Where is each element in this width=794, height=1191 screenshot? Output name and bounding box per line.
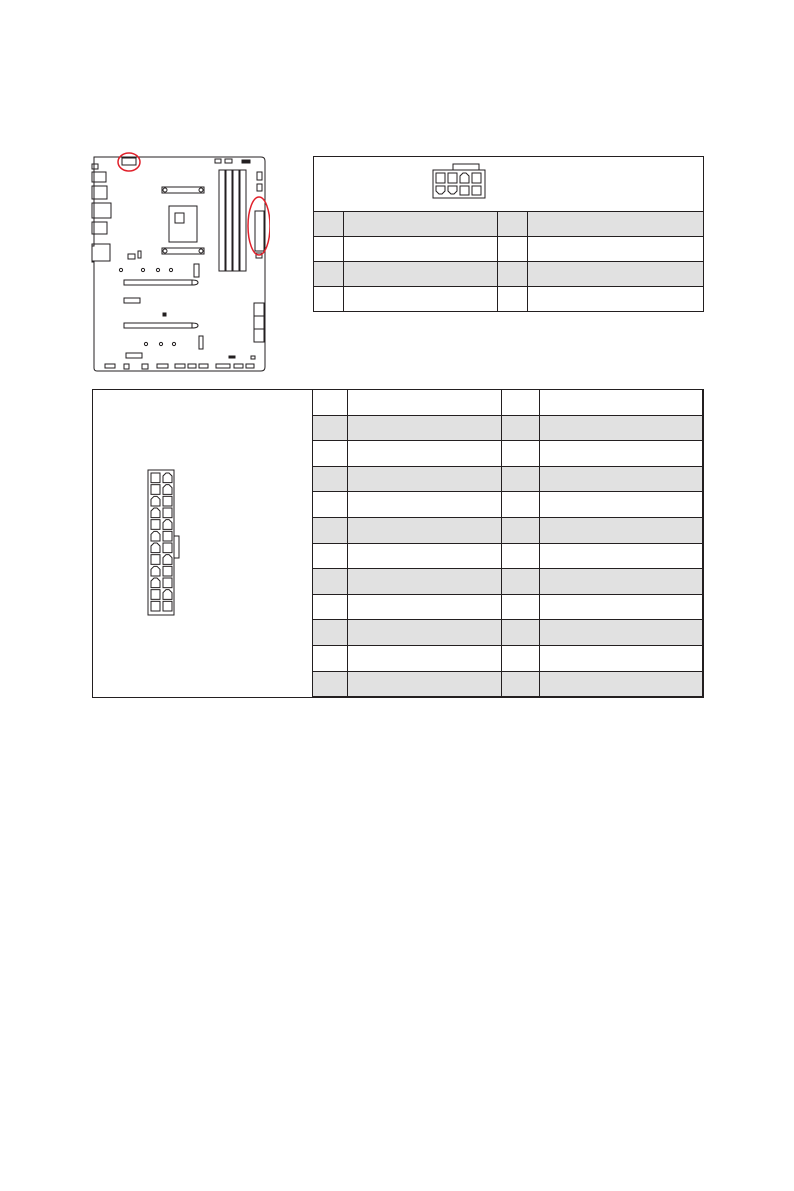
signal-name bbox=[540, 492, 703, 518]
atx-power-header bbox=[255, 211, 264, 251]
pin-number bbox=[314, 212, 344, 237]
signal-name bbox=[348, 594, 502, 620]
table-row bbox=[313, 492, 703, 518]
table-row bbox=[313, 594, 703, 620]
connector-pin bbox=[151, 473, 160, 483]
signal-name bbox=[344, 262, 498, 287]
signal-name bbox=[348, 620, 502, 646]
signal-name bbox=[528, 212, 704, 237]
signal-name bbox=[540, 466, 703, 492]
pin-number bbox=[498, 287, 528, 312]
signal-name bbox=[348, 517, 502, 543]
pin-number bbox=[314, 287, 344, 312]
table-row bbox=[313, 671, 703, 697]
pin-number bbox=[313, 569, 348, 595]
signal-name bbox=[540, 517, 703, 543]
pin-number bbox=[502, 415, 540, 441]
pin-number bbox=[498, 237, 528, 262]
signal-name bbox=[348, 466, 502, 492]
pin-number bbox=[314, 262, 344, 287]
pin-number bbox=[502, 441, 540, 467]
signal-name bbox=[528, 287, 704, 312]
signal-name bbox=[344, 237, 498, 262]
motherboard-layout-diagram bbox=[78, 150, 270, 375]
signal-name bbox=[540, 543, 703, 569]
signal-name bbox=[344, 287, 498, 312]
connector-pin bbox=[163, 520, 172, 530]
connector-pin bbox=[151, 543, 160, 553]
pin-number bbox=[498, 212, 528, 237]
table-row bbox=[313, 620, 703, 646]
signal-name bbox=[348, 645, 502, 671]
connector-pin bbox=[163, 566, 172, 576]
pin-number bbox=[313, 492, 348, 518]
pin-number bbox=[313, 671, 348, 697]
connector-pin bbox=[151, 578, 160, 588]
connector-pin bbox=[151, 508, 160, 518]
table-row bbox=[313, 569, 703, 595]
connector-pin bbox=[151, 485, 160, 495]
pin-number bbox=[502, 594, 540, 620]
pin-number bbox=[313, 594, 348, 620]
connector-pin bbox=[163, 590, 172, 600]
pin-number bbox=[502, 492, 540, 518]
cpu-power-pin-table bbox=[313, 211, 704, 312]
table-row bbox=[314, 237, 704, 262]
table-row bbox=[314, 262, 704, 287]
pin-number bbox=[502, 620, 540, 646]
signal-name bbox=[540, 620, 703, 646]
cpu-socket bbox=[162, 187, 204, 254]
table-row bbox=[313, 645, 703, 671]
rear-io-ports bbox=[92, 164, 111, 261]
pin-number bbox=[502, 390, 540, 416]
signal-name bbox=[348, 569, 502, 595]
signal-name bbox=[540, 645, 703, 671]
pin-number bbox=[502, 466, 540, 492]
connector-pin bbox=[151, 496, 160, 506]
pcie-slots bbox=[124, 280, 198, 328]
connector-pin bbox=[163, 485, 172, 495]
table-row bbox=[314, 287, 704, 312]
table-row bbox=[314, 212, 704, 237]
pin-number bbox=[314, 237, 344, 262]
pin-number bbox=[502, 543, 540, 569]
table-row bbox=[313, 517, 703, 543]
cpu-power-header bbox=[122, 158, 136, 165]
connector-pin bbox=[163, 543, 172, 553]
atx-24pin-connector-icon bbox=[145, 467, 185, 619]
connector-pin bbox=[151, 566, 160, 576]
pin-number bbox=[498, 262, 528, 287]
connector-pin bbox=[151, 531, 160, 541]
signal-name bbox=[528, 237, 704, 262]
pin-number bbox=[313, 620, 348, 646]
cpu-8pin-connector-icon bbox=[430, 163, 488, 200]
connector-pin bbox=[151, 590, 160, 600]
signal-name bbox=[540, 415, 703, 441]
pin-number bbox=[313, 441, 348, 467]
signal-name bbox=[540, 390, 703, 416]
signal-name bbox=[348, 390, 502, 416]
pin-number bbox=[502, 569, 540, 595]
pin-number bbox=[502, 671, 540, 697]
signal-name bbox=[528, 262, 704, 287]
table-row bbox=[313, 415, 703, 441]
signal-name bbox=[348, 671, 502, 697]
pin-number bbox=[313, 466, 348, 492]
connector-pin bbox=[163, 496, 172, 506]
pin-number bbox=[313, 390, 348, 416]
table-row bbox=[313, 390, 703, 416]
signal-name bbox=[540, 671, 703, 697]
connector-pin bbox=[163, 531, 172, 541]
connector-pin bbox=[163, 508, 172, 518]
connector-pin bbox=[151, 555, 160, 565]
signal-name bbox=[348, 492, 502, 518]
atx-power-pin-table bbox=[312, 389, 703, 697]
signal-name bbox=[348, 415, 502, 441]
connector-pin bbox=[151, 601, 160, 611]
table-row bbox=[313, 441, 703, 467]
atx-power-connector-marker bbox=[248, 197, 270, 255]
pin-number bbox=[313, 645, 348, 671]
pin-number bbox=[313, 415, 348, 441]
cpu-power-connector-marker bbox=[118, 153, 140, 171]
connector-pin bbox=[163, 555, 172, 565]
signal-name bbox=[540, 594, 703, 620]
pin-number bbox=[502, 645, 540, 671]
table-row bbox=[313, 466, 703, 492]
connector-pin bbox=[151, 520, 160, 530]
pin-number bbox=[502, 517, 540, 543]
pin-number bbox=[313, 543, 348, 569]
dimm-slots bbox=[219, 170, 246, 271]
bottom-headers bbox=[105, 364, 254, 369]
pin-number bbox=[313, 517, 348, 543]
connector-pin bbox=[163, 578, 172, 588]
signal-name bbox=[540, 569, 703, 595]
table-row bbox=[313, 543, 703, 569]
signal-name bbox=[540, 441, 703, 467]
connector-pin bbox=[163, 601, 172, 611]
signal-name bbox=[348, 441, 502, 467]
signal-name bbox=[344, 212, 498, 237]
signal-name bbox=[348, 543, 502, 569]
connector-pin bbox=[163, 473, 172, 483]
